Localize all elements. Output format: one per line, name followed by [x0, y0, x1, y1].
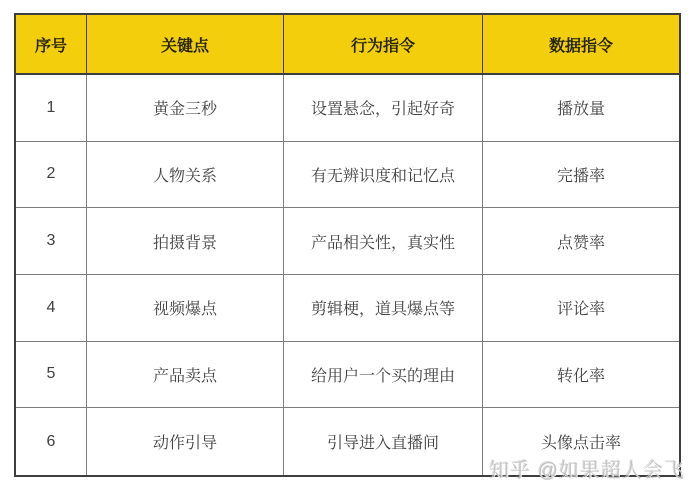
- row-key-point: 人物关系: [87, 142, 284, 209]
- row-number: 4: [16, 275, 87, 342]
- row-behavior: 给用户一个买的理由: [284, 342, 483, 409]
- header-cell-metric: 数据指令: [483, 15, 679, 75]
- zhihu-watermark: 知乎 @如果超人会飞: [489, 460, 685, 482]
- row-key-point: 拍摄背景: [87, 208, 284, 275]
- row-metric: 点赞率: [483, 208, 679, 275]
- row-behavior: 剪辑梗，道具爆点等: [284, 275, 483, 342]
- row-metric: 完播率: [483, 142, 679, 209]
- key-points-table: [14, 13, 681, 477]
- row-metric: 评论率: [483, 275, 679, 342]
- row-metric: 头像点击率: [483, 408, 679, 475]
- header-cell-number: 序号: [16, 15, 87, 75]
- row-metric: 播放量: [483, 75, 679, 142]
- row-metric: 转化率: [483, 342, 679, 409]
- row-number: 5: [16, 342, 87, 409]
- row-behavior: 引导进入直播间: [284, 408, 483, 475]
- row-key-point: 视频爆点: [87, 275, 284, 342]
- header-cell-behavior: 行为指令: [284, 15, 483, 75]
- row-number: 6: [16, 408, 87, 475]
- row-key-point: 动作引导: [87, 408, 284, 475]
- row-number: 3: [16, 208, 87, 275]
- row-behavior: 设置悬念，引起好奇: [284, 75, 483, 142]
- row-behavior: 有无辨识度和记忆点: [284, 142, 483, 209]
- row-key-point: 黄金三秒: [87, 75, 284, 142]
- row-behavior: 产品相关性，真实性: [284, 208, 483, 275]
- row-number: 2: [16, 142, 87, 209]
- row-number: 1: [16, 75, 87, 142]
- header-cell-key-point: 关键点: [87, 15, 284, 75]
- row-key-point: 产品卖点: [87, 342, 284, 409]
